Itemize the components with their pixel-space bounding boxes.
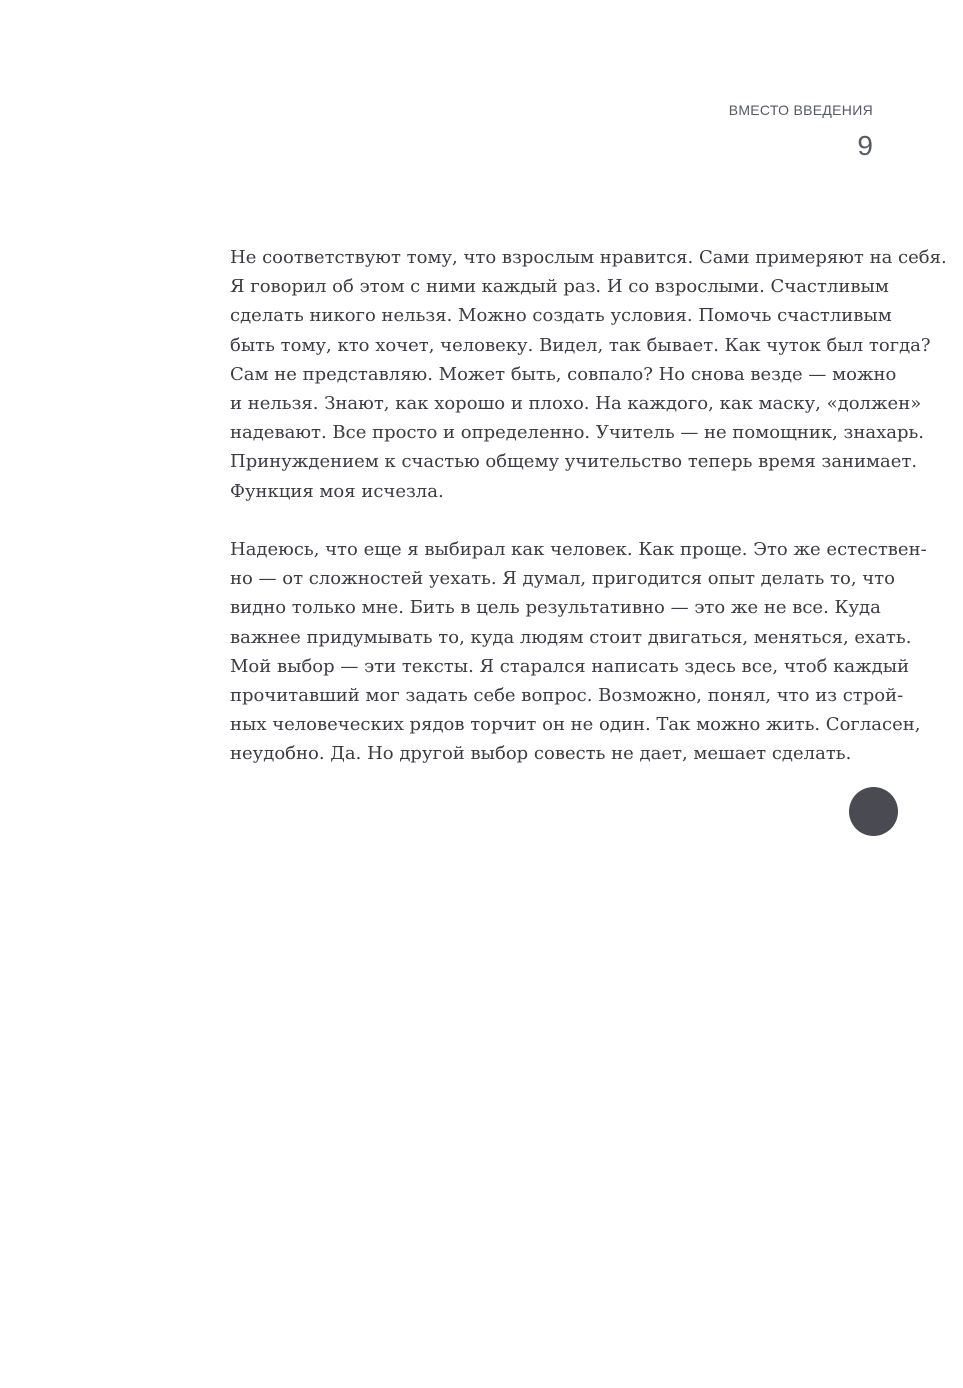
text-line: Надеюсь, что еще я выбирал как человек. Как проще. Это же естествен- — [230, 539, 927, 561]
text-line: прочитавший мог задать себе вопрос. Возможно, понял, что из строй- — [230, 685, 904, 707]
text-line: Принуждением к счастью общему учительство теперь время занимает. — [230, 451, 918, 473]
text-line: но — от сложностей уехать. Я думал, пригодится опыт делать то, что — [230, 568, 895, 590]
chapter-marker-dot — [849, 787, 898, 836]
text-line: надевают. Все просто и определенно. Учитель — не помощник, знахарь. — [230, 422, 924, 444]
paragraph — [230, 243, 947, 506]
text-line: быть тому, кто хочет, человеку. Видел, так бывает. Как чуток был тогда? — [230, 334, 931, 356]
body-text — [230, 243, 947, 798]
text-line: сделать никого нельзя. Можно создать условия. Помочь счастливым — [230, 305, 892, 327]
paragraph — [230, 535, 927, 769]
text-line: Я говорил об этом с ними каждый раз. И со взрослыми. Счастливым — [230, 276, 889, 298]
text-line: Сам не представляю. Может быть, совпало? Но снова везде — можно — [230, 363, 897, 385]
text-line: видно только мне. Бить в цель результативно — это же не все. Куда — [230, 597, 881, 619]
text-line: неудобно. Да. Но другой выбор совесть не дает, мешает сделать. — [230, 743, 852, 765]
text-line: Функция моя исчезла. — [230, 480, 444, 502]
text-line: важнее придумывать то, куда людям стоит двигаться, меняться, ехать. — [230, 626, 912, 648]
page-number: 9 — [857, 130, 873, 161]
running-header: ВМЕСТО ВВЕДЕНИЯ — [728, 102, 873, 118]
text-line: Не соответствуют тому, что взрослым нравится. Сами примеряют на себя. — [230, 247, 947, 268]
text-line: и нельзя. Знают, как хорошо и плохо. На каждого, как маску, «должен» — [230, 393, 922, 415]
text-line: ных человеческих рядов торчит он не один. Так можно жить. Согласен, — [230, 714, 921, 736]
text-line: Мой выбор — эти тексты. Я старался написать здесь все, чтоб каждый — [230, 655, 910, 677]
